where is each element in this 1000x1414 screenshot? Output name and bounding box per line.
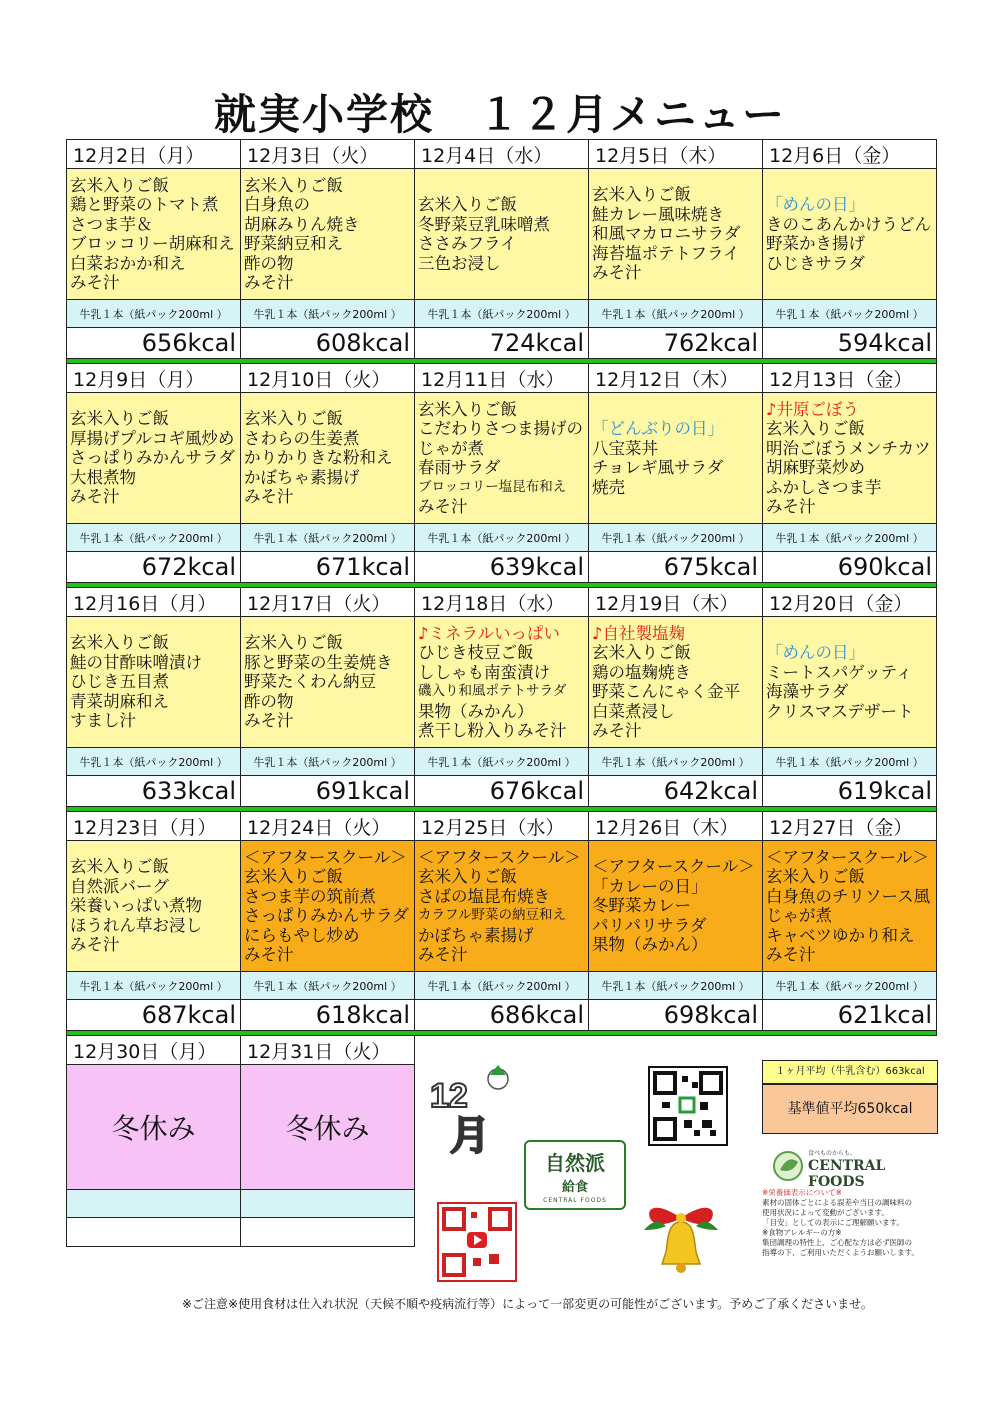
menu-items xyxy=(415,193,588,275)
menu-item: 玄米入りご飯 xyxy=(244,633,343,653)
holiday-label: 冬休み xyxy=(241,1065,415,1190)
menu-item: 玄米入りご飯 xyxy=(418,867,517,886)
menu-item: ひじきサラダ xyxy=(766,253,865,273)
menu-item: みそ汁 xyxy=(244,945,294,964)
day-date: 12月9日（月） xyxy=(67,364,241,393)
day-kcal: 676kcal xyxy=(415,776,589,807)
menu-item: 果物（みかん） xyxy=(418,701,534,721)
day-date: 12月20日（金） xyxy=(763,588,937,617)
day-date: 12月17日（火） xyxy=(241,588,415,617)
leaf-logo-icon xyxy=(772,1150,804,1182)
milk-label: 牛乳１本（紙パック200ml ） xyxy=(763,524,937,552)
milk-label: 牛乳１本（紙パック200ml ） xyxy=(415,524,589,552)
menu-item: 玄米入りご飯 xyxy=(418,195,517,214)
kcal-row xyxy=(67,1000,937,1031)
menu-item: ひじき枝豆ご飯 xyxy=(418,643,534,662)
menu-row xyxy=(67,393,937,524)
menu-item: 栄養いっぱい煮物 xyxy=(70,896,202,916)
menu-items xyxy=(241,631,414,733)
menu-item: じゃが煮 xyxy=(766,906,832,925)
menu-item: さっぱりみかんサラダ xyxy=(70,448,235,468)
milk-label: 牛乳１本（紙パック200ml ） xyxy=(589,748,763,776)
day-date: 12月10日（火） xyxy=(241,364,415,393)
christmas-bell-icon xyxy=(636,1196,726,1278)
menu-item: 鮭の甘酢味噌漬け xyxy=(70,652,202,672)
menu-item: 「どんぶりの日」 xyxy=(592,419,724,438)
kcal-row xyxy=(67,328,937,359)
menu-items xyxy=(67,855,240,957)
menu-item: 玄米入りご飯 xyxy=(70,633,169,653)
menu-item: みそ汁 xyxy=(244,711,294,731)
menu-items xyxy=(67,407,240,509)
menu-item: かぼちゃ素揚げ xyxy=(244,467,360,487)
date-row xyxy=(67,140,937,169)
menu-item: 鶏と野菜のトマト煮 xyxy=(70,195,219,214)
menu-item: ささみフライ xyxy=(418,234,517,253)
nutrition-note-line: 「目安」としての表示にご理解願います。 xyxy=(762,1218,904,1227)
menu-item: すまし汁 xyxy=(70,711,136,731)
day-date: 12月12日（木） xyxy=(589,364,763,393)
day-menu xyxy=(415,841,589,972)
day-menu xyxy=(67,841,241,972)
day-date: 12月4日（水） xyxy=(415,140,589,169)
menu-items xyxy=(415,398,588,519)
day-kcal: 691kcal xyxy=(241,776,415,807)
menu-item: 玄米入りご飯 xyxy=(766,419,865,438)
youtube-qr-code-icon[interactable] xyxy=(437,1202,517,1282)
menu-items xyxy=(589,622,762,743)
milk-label: 牛乳１本（紙パック200ml ） xyxy=(415,972,589,1000)
day-date: 12月11日（水） xyxy=(415,364,589,393)
menu-items xyxy=(589,183,762,285)
menu-item: 冬野菜豆乳味噌煮 xyxy=(418,214,550,234)
day-menu xyxy=(763,841,937,972)
menu-items xyxy=(763,398,936,519)
day-date: 12月16日（月） xyxy=(67,588,241,617)
standard-average: 基準値平均650kcal xyxy=(762,1084,938,1134)
date-row xyxy=(67,364,937,393)
menu-items xyxy=(241,407,414,509)
menu-item: さつま芋の筑前煮 xyxy=(244,886,376,906)
menu-item: みそ汁 xyxy=(244,273,294,292)
menu-item: 白身魚の xyxy=(244,195,310,214)
menu-item: みそ汁 xyxy=(244,487,294,507)
menu-item: 磯入り和風ポテトサラダ xyxy=(418,683,567,699)
menu-item: 鶏の塩麹焼き xyxy=(592,662,691,682)
holiday-blank xyxy=(241,1218,415,1247)
holiday-blank xyxy=(67,1190,241,1218)
day-date: 12月18日（水） xyxy=(415,588,589,617)
menu-items xyxy=(763,641,936,723)
milk-row xyxy=(67,300,937,328)
menu-item: 玄米入りご飯 xyxy=(244,409,343,429)
menu-item: 三色お浸し xyxy=(418,253,501,273)
menu-item: 玄米入りご飯 xyxy=(418,399,517,419)
day-kcal: 594kcal xyxy=(763,328,937,359)
menu-item: 「めんの日」 xyxy=(766,643,865,662)
menu-item: ふかしさつま芋 xyxy=(766,477,882,497)
menu-item: クリスマスデザート xyxy=(766,701,914,721)
day-kcal: 698kcal xyxy=(589,1000,763,1031)
day-menu xyxy=(67,393,241,524)
milk-label: 牛乳１本（紙パック200ml ） xyxy=(589,972,763,1000)
milk-label: 牛乳１本（紙パック200ml ） xyxy=(589,524,763,552)
menu-item: 酢の物 xyxy=(244,691,294,711)
day-kcal: 724kcal xyxy=(415,328,589,359)
menu-items xyxy=(67,174,240,295)
central-foods-logo: 食べものからも。 CENTRAL FOODS xyxy=(770,1148,940,1186)
menu-item: みそ汁 xyxy=(70,487,120,507)
menu-item: ブロッコリー胡麻和え xyxy=(70,234,235,253)
menu-item: みそ汁 xyxy=(418,945,468,964)
milk-label: 牛乳１本（紙パック200ml ） xyxy=(67,972,241,1000)
menu-item: にらもやし炒め xyxy=(244,925,360,945)
menu-row xyxy=(67,169,937,300)
menu-items xyxy=(415,622,588,743)
milk-label: 牛乳１本（紙パック200ml ） xyxy=(241,300,415,328)
holiday-label: 冬休み xyxy=(67,1065,241,1190)
menu-item: 野菜たくわん納豆 xyxy=(244,672,376,692)
menu-item: 玄米入りご飯 xyxy=(70,857,169,877)
nutrition-note-line: 使用状況によって変動がございます。 xyxy=(762,1208,889,1217)
day-kcal: 762kcal xyxy=(589,328,763,359)
menu-item: 鮭カレー風味焼き xyxy=(592,204,724,224)
day-menu xyxy=(589,169,763,300)
menu-item: ＜アフタースクール＞ xyxy=(592,857,755,877)
menu-item: かぼちゃ素揚げ xyxy=(418,925,534,945)
menu-row xyxy=(67,841,937,972)
menu-item: 玄米入りご飯 xyxy=(766,867,865,886)
menu-item: 豚と野菜の生姜焼き xyxy=(244,652,393,672)
day-kcal: 619kcal xyxy=(763,776,937,807)
menu-item: ♪井原ごぼう xyxy=(766,399,860,419)
menu-item: 果物（みかん） xyxy=(592,935,708,955)
menu-item: ブロッコリー塩昆布和え xyxy=(418,478,567,495)
menu-item: ＜アフタースクール＞ xyxy=(244,847,407,867)
menu-item: こだわりさつま揚げの xyxy=(418,419,583,438)
menu-item: ＜アフタースクール＞ xyxy=(766,847,929,867)
menu-item: 玄米入りご飯 xyxy=(70,175,169,195)
nutrition-note-line: 指導の下、ご利用いただくようお願いします。 xyxy=(762,1248,919,1257)
day-date: 12月25日（水） xyxy=(415,812,589,841)
menu-item: 海苔塩ポテトフライ xyxy=(592,243,740,263)
menu-items xyxy=(589,855,762,957)
day-kcal: 618kcal xyxy=(241,1000,415,1031)
menu-item: ひじき五目煮 xyxy=(70,672,169,692)
day-menu xyxy=(415,393,589,524)
holiday-blank xyxy=(67,1218,241,1247)
menu-item: 胡麻みりん焼き xyxy=(244,214,360,234)
menu-item: きのこあんかけうどん xyxy=(766,214,931,234)
day-date: 12月24日（火） xyxy=(241,812,415,841)
menu-item: 玄米入りご飯 xyxy=(592,185,691,205)
menu-item: 冬野菜カレー xyxy=(592,896,691,916)
milk-label: 牛乳１本（紙パック200ml ） xyxy=(241,972,415,1000)
menu-items xyxy=(763,193,936,275)
menu-item: 「カレーの日」 xyxy=(592,876,708,896)
menu-item: 玄米入りご飯 xyxy=(244,175,343,195)
day-date: 12月19日（木） xyxy=(589,588,763,617)
milk-label: 牛乳１本（紙パック200ml ） xyxy=(67,524,241,552)
menu-item: ＜アフタースクール＞ xyxy=(418,847,581,867)
nutrition-note: ※栄養価表示について※ 素材の固体ごとによる誤差や当日の調味料の 使用状況によって変動がございます。 「目安」としての表示にご理解願います。 ※食物アレルギーの方※ 集団調理の特性上、ご心配な方は必ず医師の 指導の下、ご利用いただくようお願いします。 xyxy=(762,1188,938,1258)
menu-item: 玄米入りご飯 xyxy=(244,867,343,886)
day-kcal: 672kcal xyxy=(67,552,241,583)
menu-item: 青菜胡麻和え xyxy=(70,691,169,711)
footer-note: ※ご注意※使用食材は仕入れ状況（天候不順や疫病流行等）によって一部変更の可能性がございます。予めご了承くださいませ。 xyxy=(182,1297,873,1311)
empty-cell xyxy=(589,1036,763,1065)
milk-row xyxy=(67,524,937,552)
menu-item: 野菜こんにゃく金平 xyxy=(592,682,741,701)
nutrition-note-line: 素材の固体ごとによる誤差や当日の調味料の xyxy=(762,1198,912,1207)
menu-item: ほうれん草お浸し xyxy=(70,915,202,935)
milk-label: 牛乳１本（紙パック200ml ） xyxy=(241,524,415,552)
menu-item: さわらの生姜煮 xyxy=(244,428,360,448)
monthly-average: １ヶ月平均（牛乳含む）663kcal xyxy=(762,1060,938,1084)
day-date: 12月6日（金） xyxy=(763,140,937,169)
menu-item: みそ汁 xyxy=(70,273,120,292)
shizenha-logo: 自然派 給食 CENTRAL FOODS xyxy=(524,1140,626,1210)
day-menu xyxy=(589,617,763,748)
menu-item: さばの塩昆布焼き xyxy=(418,886,550,906)
menu-item: さつま芋＆ xyxy=(70,214,153,234)
menu-item: 胡麻野菜炒め xyxy=(766,458,865,477)
kcal-row xyxy=(67,776,937,807)
day-kcal: 687kcal xyxy=(67,1000,241,1031)
menu-item: カラフル野菜の納豆和え xyxy=(418,907,566,923)
day-date: 12月26日（木） xyxy=(589,812,763,841)
menu-item: 焼売 xyxy=(592,477,625,497)
menu-item: 白菜煮浸し xyxy=(592,701,675,721)
day-menu xyxy=(415,617,589,748)
milk-label: 牛乳１本（紙パック200ml ） xyxy=(67,748,241,776)
day-date: 12月30日（月） xyxy=(67,1036,241,1065)
day-menu xyxy=(67,617,241,748)
menu-items xyxy=(241,846,414,967)
day-menu xyxy=(763,617,937,748)
milk-label: 牛乳１本（紙パック200ml ） xyxy=(763,300,937,328)
day-menu xyxy=(589,393,763,524)
menu-item: 白身魚のチリソース風 xyxy=(766,886,931,906)
menu-item: チョレギ風サラダ xyxy=(592,458,724,477)
svg-text:月: 月 xyxy=(450,1113,490,1155)
menu-item: 酢の物 xyxy=(244,253,294,273)
menu-item: 煮干し粉入りみそ汁 xyxy=(418,721,567,740)
day-menu xyxy=(763,169,937,300)
day-date: 12月13日（金） xyxy=(763,364,937,393)
day-kcal: 675kcal xyxy=(589,552,763,583)
day-kcal: 671kcal xyxy=(241,552,415,583)
day-kcal: 639kcal xyxy=(415,552,589,583)
qr-code-icon[interactable] xyxy=(648,1066,728,1146)
menu-item: キャベツゆかり和え xyxy=(766,925,915,945)
menu-item: さっぱりみかんサラダ xyxy=(244,906,409,925)
menu-item: かりかりきな粉和え xyxy=(244,448,393,468)
page-title: 就実小学校 １２月メニュー xyxy=(213,90,786,139)
milk-label: 牛乳１本（紙パック200ml ） xyxy=(415,300,589,328)
menu-item: 野菜かき揚げ xyxy=(766,234,865,253)
milk-label: 牛乳１本（紙パック200ml ） xyxy=(763,972,937,1000)
menu-item: 玄米入りご飯 xyxy=(70,409,169,429)
milk-label: 牛乳１本（紙パック200ml ） xyxy=(589,300,763,328)
menu-item: みそ汁 xyxy=(592,721,642,740)
menu-item: 玄米入りご飯 xyxy=(592,643,691,662)
menu-item: みそ汁 xyxy=(592,263,642,283)
menu-items xyxy=(67,631,240,733)
day-kcal: 621kcal xyxy=(763,1000,937,1031)
menu-item: パリパリサラダ xyxy=(592,915,707,935)
menu-item: 明治ごぼうメンチカツ xyxy=(766,438,931,458)
day-date: 12月27日（金） xyxy=(763,812,937,841)
menu-item: みそ汁 xyxy=(70,935,120,955)
nutrition-note-line: 集団調理の特性上、ご心配な方は必ず医師の xyxy=(762,1238,912,1247)
menu-item: ししゃも南蛮漬け xyxy=(418,662,550,682)
milk-label: 牛乳１本（紙パック200ml ） xyxy=(763,748,937,776)
menu-items xyxy=(763,846,936,967)
day-menu xyxy=(241,617,415,748)
menu-item: 厚揚げプルコギ風炒め xyxy=(70,428,235,448)
menu-item: みそ汁 xyxy=(766,497,816,516)
day-date: 12月3日（火） xyxy=(241,140,415,169)
day-kcal: 686kcal xyxy=(415,1000,589,1031)
day-menu xyxy=(589,841,763,972)
menu-item: 「めんの日」 xyxy=(766,195,865,214)
menu-item: ♪自社製塩麹 xyxy=(592,623,686,643)
menu-item: 大根煮物 xyxy=(70,467,136,487)
menu-items xyxy=(415,846,588,967)
svg-text:12: 12 xyxy=(430,1077,468,1115)
menu-item: 和風マカロニサラダ xyxy=(592,224,741,244)
nutrition-note-line: ※食物アレルギーの方※ xyxy=(762,1228,842,1237)
day-menu xyxy=(415,169,589,300)
day-menu xyxy=(241,841,415,972)
menu-item: じゃが煮 xyxy=(418,438,484,458)
menu-item: 白菜おかか和え xyxy=(70,253,186,273)
menu-item: 八宝菜丼 xyxy=(592,438,658,458)
kcal-row xyxy=(67,552,937,583)
day-kcal: 642kcal xyxy=(589,776,763,807)
menu-item: ♪ミネラルいっぱい xyxy=(418,623,561,643)
day-date: 12月23日（月） xyxy=(67,812,241,841)
day-menu xyxy=(241,169,415,300)
menu-item: 海藻サラダ xyxy=(766,682,849,701)
menu-item: 野菜納豆和え xyxy=(244,234,343,253)
menu-item: みそ汁 xyxy=(766,945,816,964)
menu-item: ミートスパゲッティ xyxy=(766,662,913,682)
day-menu xyxy=(763,393,937,524)
menu-items xyxy=(589,417,762,499)
day-kcal: 690kcal xyxy=(763,552,937,583)
menu-row xyxy=(67,617,937,748)
menu-item: 自然派バーグ xyxy=(70,876,169,896)
menu-items xyxy=(241,174,414,295)
day-date: 12月31日（火） xyxy=(241,1036,415,1065)
milk-label: 牛乳１本（紙パック200ml ） xyxy=(241,748,415,776)
milk-row xyxy=(67,972,937,1000)
date-row xyxy=(67,588,937,617)
milk-label: 牛乳１本（紙パック200ml ） xyxy=(415,748,589,776)
menu-item: みそ汁 xyxy=(418,497,468,516)
day-date: 12月5日（木） xyxy=(589,140,763,169)
day-kcal: 608kcal xyxy=(241,328,415,359)
date-row xyxy=(67,812,937,841)
day-menu xyxy=(67,169,241,300)
empty-cell xyxy=(415,1036,589,1065)
day-kcal: 633kcal xyxy=(67,776,241,807)
day-kcal: 656kcal xyxy=(67,328,241,359)
milk-row xyxy=(67,748,937,776)
menu-item: 春雨サラダ xyxy=(418,458,501,477)
milk-label: 牛乳１本（紙パック200ml ） xyxy=(67,300,241,328)
december-decoration xyxy=(428,1065,520,1155)
day-menu xyxy=(241,393,415,524)
day-date: 12月2日（月） xyxy=(67,140,241,169)
holiday-blank xyxy=(241,1190,415,1218)
